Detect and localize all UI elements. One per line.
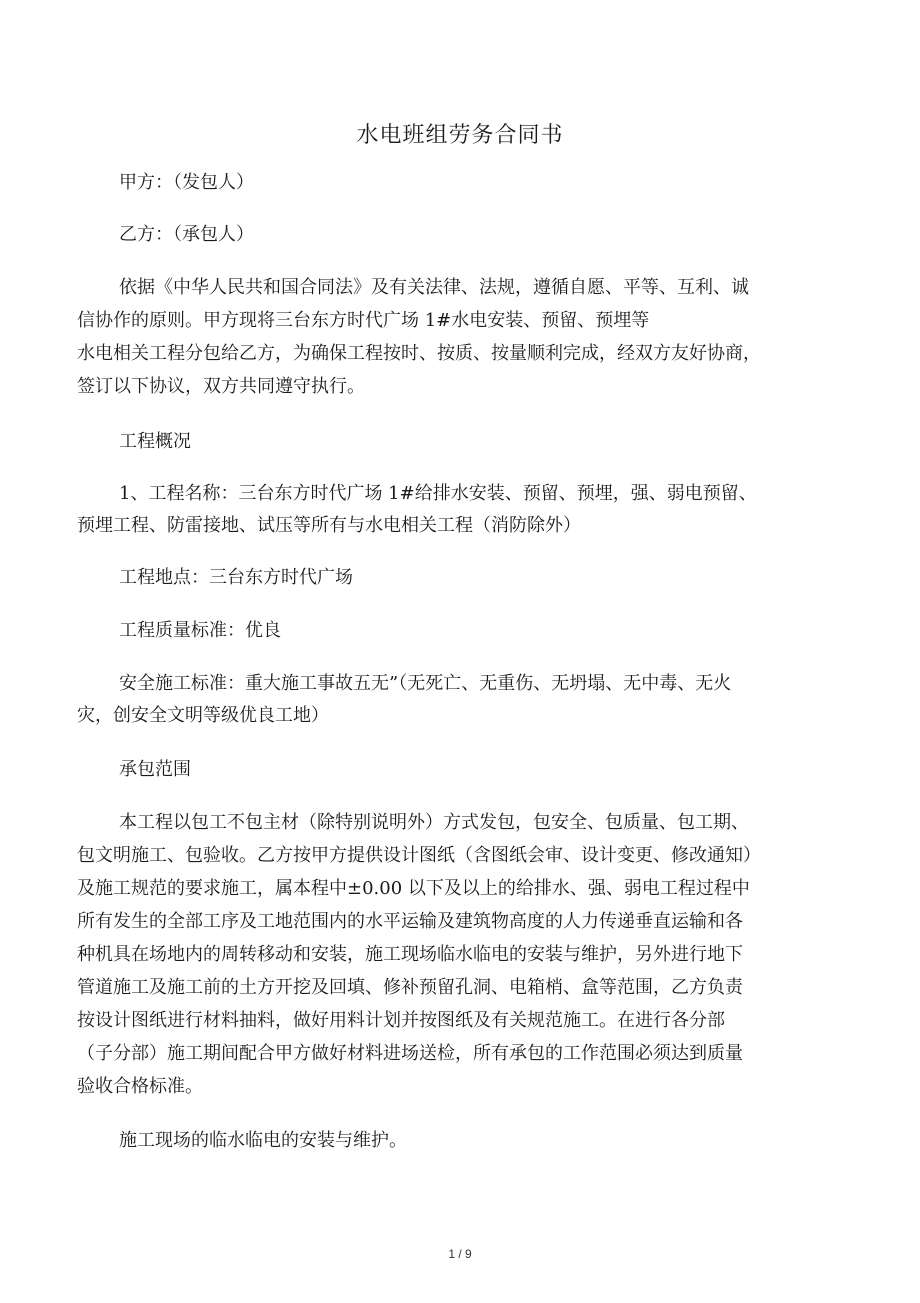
section-heading-overview: 工程概况 (119, 431, 191, 452)
section-heading-scope: 承包范围 (119, 759, 191, 780)
paragraph-line: 签订以下协议，双方共同遵守执行。 (77, 376, 365, 397)
paragraph-line: 1、工程名称：三台东方时代广场 1#给排水安装、预留、预埋，强、弱电预留、 (119, 483, 757, 504)
paragraph-line: 及施工规范的要求施工，属本程中±0.00 以下及以上的给排水、强、弱电工程过程中 (77, 878, 750, 899)
temp-utilities-line: 施工现场的临水临电的安装与维护。 (119, 1130, 407, 1151)
paragraph-line: 依据《中华人民共和国合同法》及有关法律、法规，遵循自愿、平等、互利、诚 (119, 277, 749, 298)
paragraph-line: （子分部）施工期间配合甲方做好材料进场送检，所有承包的工作范围必须达到质量 (77, 1043, 743, 1064)
paragraph-line: 包文明施工、包验收。乙方按甲方提供设计图纸（含图纸会审、设计变更、修改通知） (77, 845, 761, 866)
project-location-line: 工程地点：三台东方时代广场 (119, 567, 353, 588)
party-a-line: 甲方：（发包人） (119, 172, 254, 193)
paragraph-line: 按设计图纸进行材料抽料，做好用料计划并按图纸及有关规范施工。在进行各分部 (77, 1010, 725, 1031)
page-number: 1 / 9 (448, 1247, 472, 1261)
document-title: 水电班组劳务合同书 (356, 123, 564, 148)
paragraph-line: 所有发生的全部工序及工地范围内的水平运输及建筑物高度的人力传递垂直运输和各 (77, 911, 743, 932)
paragraph-line: 信协作的原则。甲方现将三台东方时代广场 1#水电安装、预留、预埋等 (77, 310, 650, 331)
paragraph-line: 预埋工程、防雷接地、试压等所有与水电相关工程（消防除外） (77, 515, 581, 536)
quality-standard-line: 工程质量标准：优良 (119, 620, 281, 641)
paragraph-line: 安全施工标准：重大施工事故五无”（无死亡、无重伤、无坍塌、无中毒、无火 (119, 673, 732, 694)
paragraph-line: 种机具在场地内的周转移动和安装，施工现场临水临电的安装与维护，另外进行地下 (77, 944, 743, 965)
paragraph-line: 本工程以包工不包主材（除特别说明外）方式发包，包安全、包质量、包工期、 (119, 812, 749, 833)
paragraph-line: 验收合格标准。 (77, 1076, 203, 1097)
paragraph-line: 灾，创安全文明等级优良工地） (77, 705, 329, 726)
party-b-line: 乙方：（承包人） (119, 224, 254, 245)
paragraph-line: 管道施工及施工前的土方开挖及回填、修补预留孔洞、电箱梢、盒等范围，乙方负责 (77, 977, 743, 998)
paragraph-line: 水电相关工程分包给乙方，为确保工程按时、按质、按量顺利完成，经双方友好协商， (77, 343, 761, 364)
